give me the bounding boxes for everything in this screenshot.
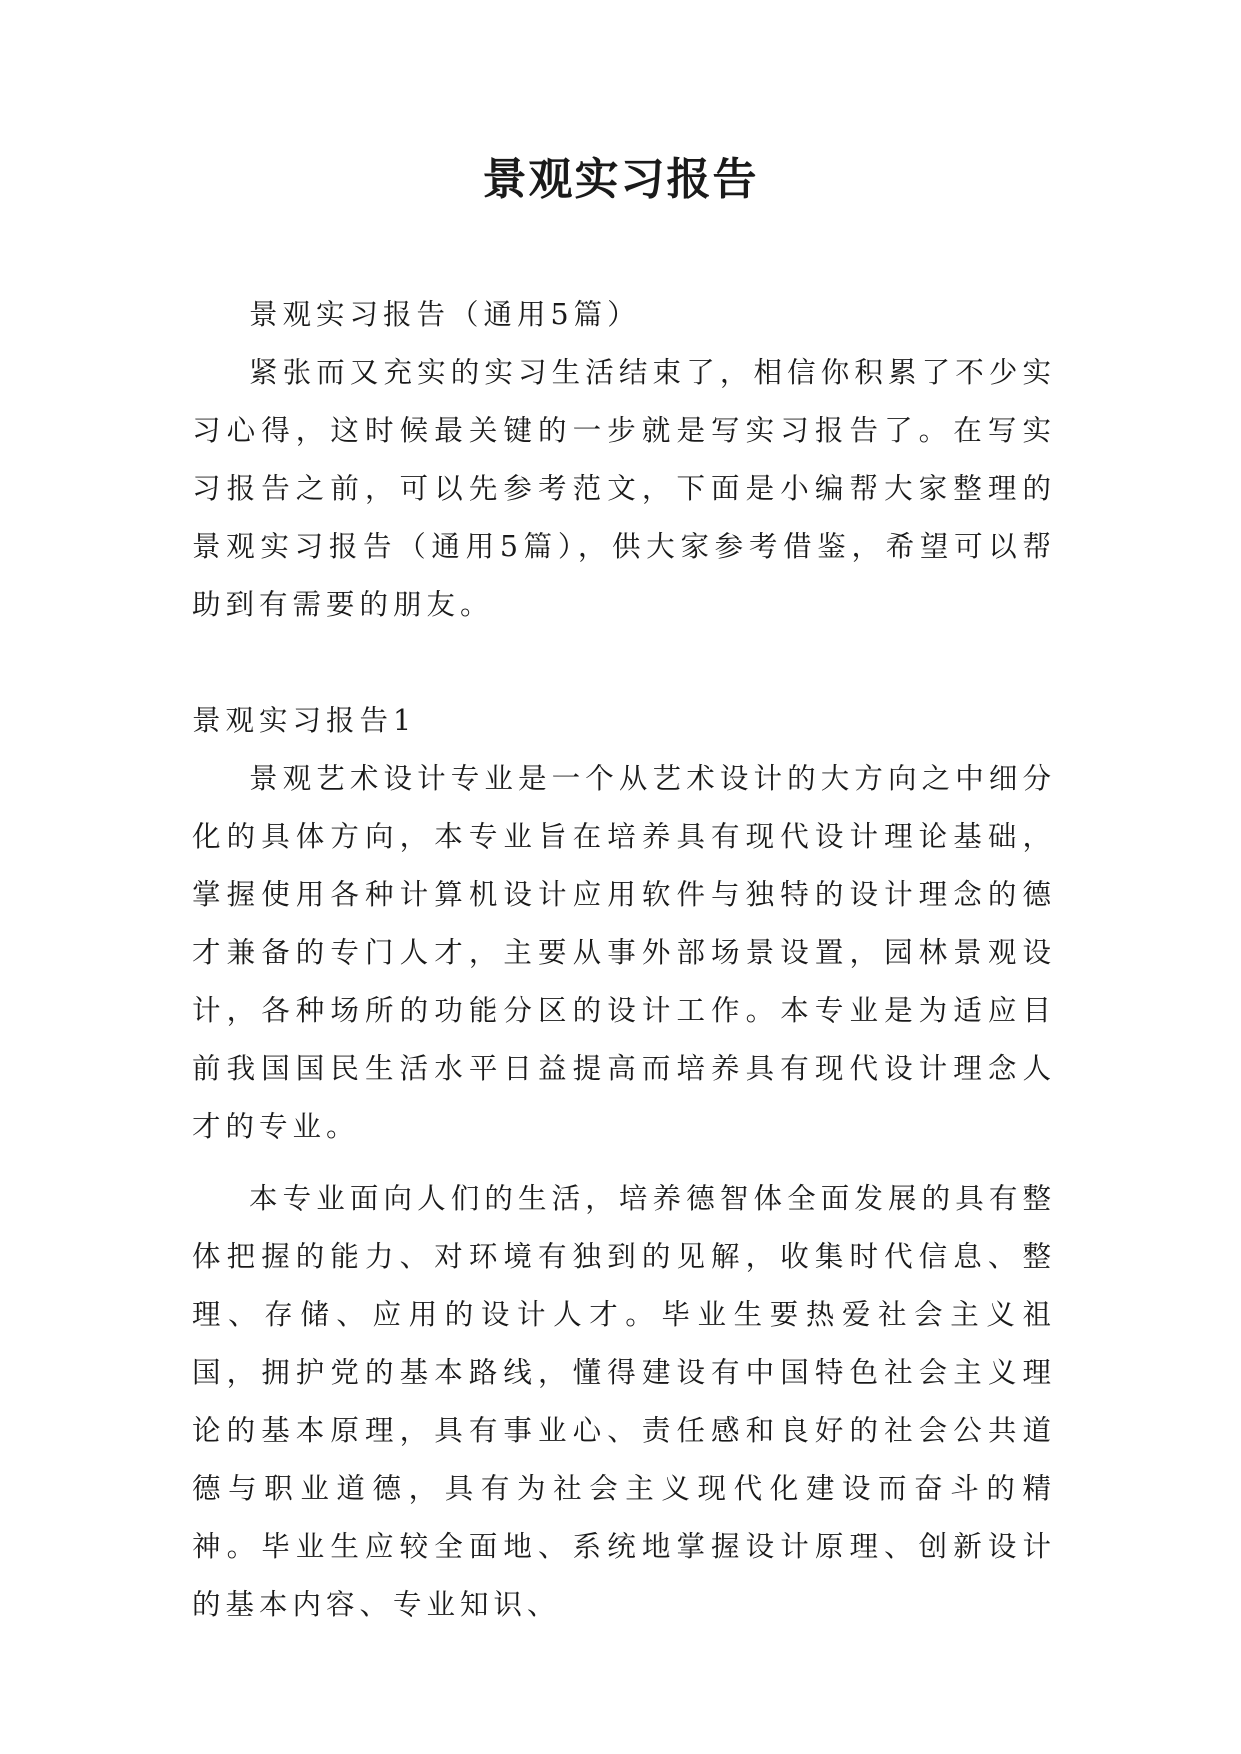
document-subtitle: 景观实习报告（通用5篇） — [249, 298, 641, 331]
document-body — [192, 286, 1056, 1634]
document-title: 景观实习报告 — [482, 154, 759, 205]
body-paragraph: 本专业面向人们的生活，培养德智体全面发展的具有整体把握的能力、对环境有独到的见解，收集时代信息、整理、存储、应用的设计人才。毕业生要热爱社会主义祖国，拥护党的基本路线，懂得建设有中国特色社会主义理论的基本原理，具有事业心、责任感和良好的社会公共道德与职业道德，具有为社会主义现代化建设而奋斗的精神。毕业生应较全面地、系统地掌握设计原理、创新设计的基本内容、专业知识、 — [192, 1182, 1056, 1621]
section-heading: 景观实习报告1 — [192, 704, 417, 737]
body-paragraph: 景观艺术设计专业是一个从艺术设计的大方向之中细分化的具体方向，本专业旨在培养具有现代设计理论基础，掌握使用各种计算机设计应用软件与独特的设计理念的德才兼备的专门人才，主要从事外部场景设置，园林景观设计，各种场所的功能分区的设计工作。本专业是为适应目前我国国民生活水平日益提高而培养具有现代设计理念人才的专业。 — [192, 762, 1056, 1143]
intro-paragraph: 紧张而又充实的实习生活结束了，相信你积累了不少实习心得，这时候最关键的一步就是写实习报告了。在写实习报告之前，可以先参考范文，下面是小编帮大家整理的景观实习报告（通用5篇），供大家参考借鉴，希望可以帮助到有需要的朋友。 — [192, 356, 1056, 621]
